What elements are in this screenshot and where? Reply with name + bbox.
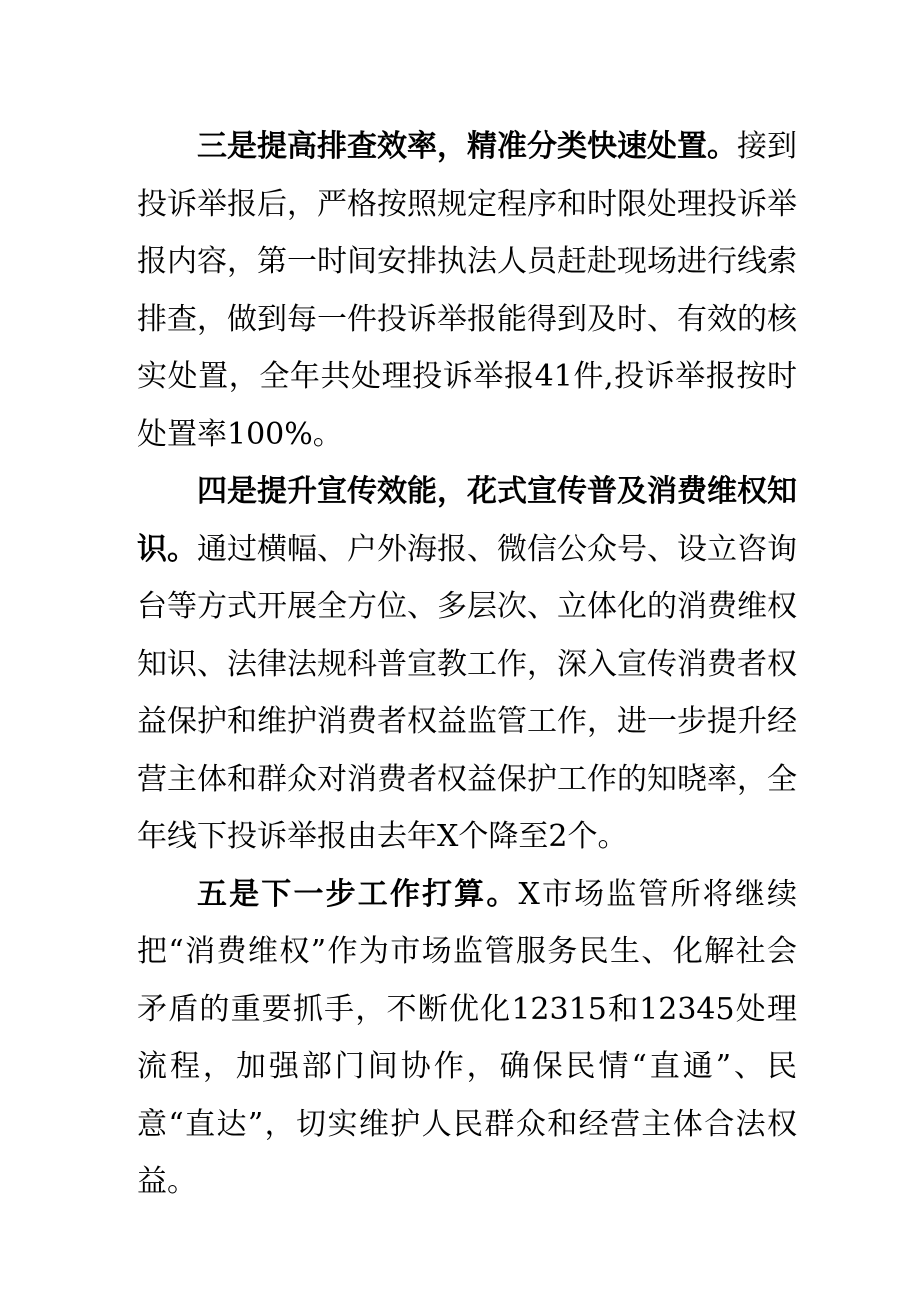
paragraph-publicity-effectiveness [137,463,797,866]
paragraph-heading: 四是提升宣传效能，花式宣传普及消费维权知识。 [137,474,797,567]
paragraph-heading: 三是提高排查效率，精准分类快速处置。 [197,129,737,164]
paragraph-text: X市场监管所将继续把“消费维权”作为市场监管服务民生、化解社会矛盾的重要抓手，不断优化12315和12345处理流程，加强部门间协作，确保民情“直通”、民意“直达”，切实维护人民群众和经营主体合法权益。 [137,876,797,1199]
paragraph-text: 通过横幅、户外海报、微信公众号、设立咨询台等方式开展全方位、多层次、立体化的消费维权知识、法律法规科普宣教工作，深入宣传消费者权益保护和维护消费者权益监管工作，进一步提升经营主体和群众对消费者权益保护工作的知晓率，全年线下投诉举报由去年X个降至2个。 [137,531,797,854]
paragraph-investigation-efficiency [137,118,797,463]
paragraph-text: 接到投诉举报后，严格按照规定程序和时限处理投诉举报内容，第一时间安排执法人员赶赴现场进行线索排查，做到每一件投诉举报能得到及时、有效的核实处置，全年共处理投诉举报41件,投诉举报按时处置率100%。 [137,129,797,452]
paragraph-heading: 五是下一步工作打算。 [197,876,519,912]
document-body [137,118,797,1211]
paragraph-next-steps [137,866,797,1211]
